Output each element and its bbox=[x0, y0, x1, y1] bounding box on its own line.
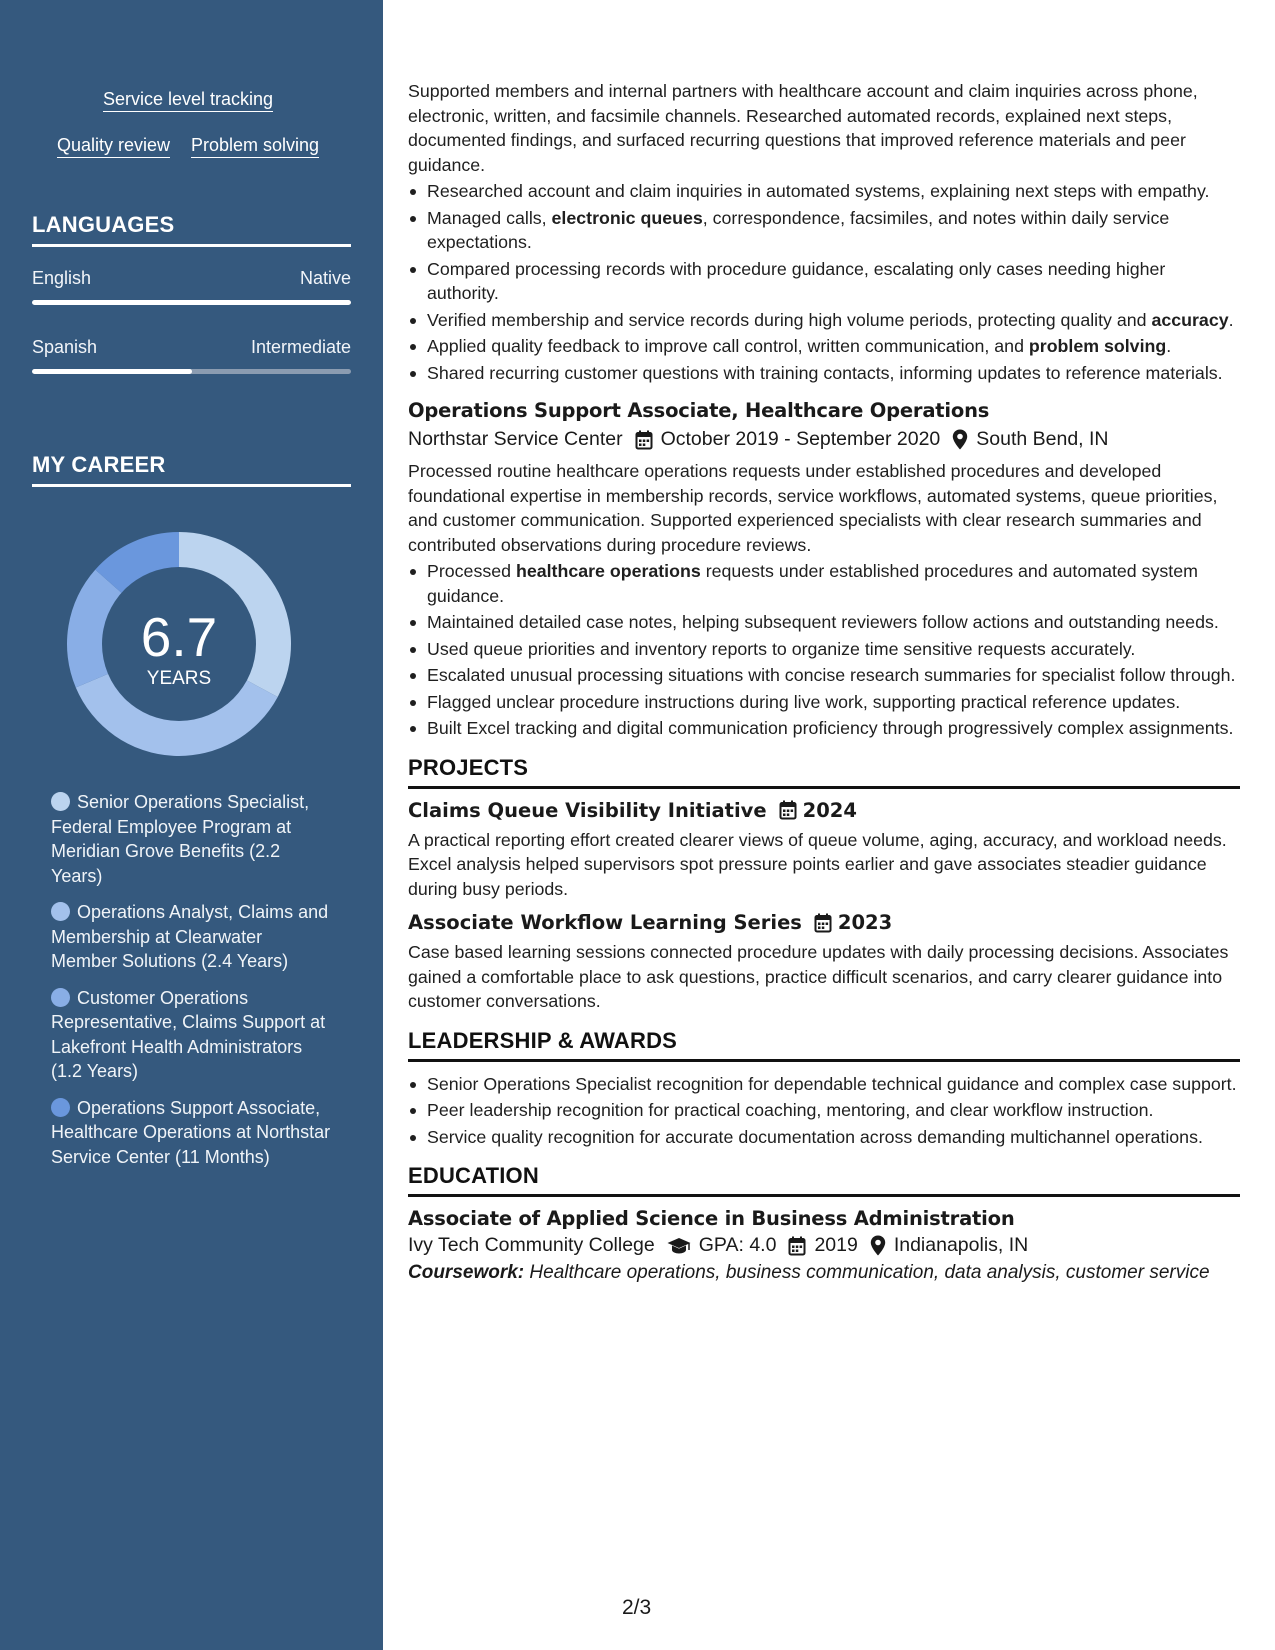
job-bullet: Flagged unclear procedure instructions during live work, supporting practical reference updates. bbox=[408, 690, 1240, 715]
language-name: English bbox=[32, 268, 92, 288]
project-description: Case based learning sessions connected procedure updates with daily processing decisions. Associates gained a comfortable place to ask questions, practice difficult scenarios, and carry clearer guidance into customer conversations. bbox=[408, 942, 1229, 1011]
project-title: Associate Workflow Learning Series bbox=[408, 911, 802, 934]
school-location: Indianapolis, IN bbox=[893, 1234, 1029, 1256]
page-number: 2/3 bbox=[622, 1596, 652, 1619]
career-list bbox=[51, 790, 331, 1181]
career-total-unit: YEARS bbox=[146, 668, 212, 689]
job-bullet: Compared processing records with procedure guidance, escalating only cases needing higher authority. bbox=[408, 257, 1240, 306]
career-heading: MY CAREER bbox=[32, 452, 351, 487]
main-content bbox=[408, 79, 1240, 1286]
calendar-icon bbox=[814, 913, 832, 933]
language-proficiency-fill bbox=[32, 369, 192, 374]
leadership-list bbox=[408, 1072, 1240, 1150]
job-title: Operations Support Associate, Healthcare Operations bbox=[408, 399, 990, 422]
coursework-text: Healthcare operations, business communication, data analysis, customer service bbox=[524, 1262, 1210, 1283]
sidebar bbox=[0, 0, 383, 1650]
job-bullet: Used queue priorities and inventory reports to organize time sensitive requests accurately. bbox=[408, 637, 1240, 662]
career-item-label: Operations Analyst, Claims and Membership at Clearwater Member Solutions (2.4 Years) bbox=[51, 902, 329, 971]
language-proficiency-bar bbox=[32, 369, 351, 374]
career-item bbox=[51, 1096, 331, 1170]
job-summary: Supported members and internal partners with healthcare account and claim inquiries across phone, electronic, written, and facsimile channels. Researched automated records, explained next steps, documented findings, and surfaced recurring questions that improved reference materials and peer guidance. bbox=[408, 81, 1198, 175]
skill-tag: Quality review bbox=[57, 134, 170, 158]
job-meta bbox=[408, 428, 1240, 451]
project-description: A practical reporting effort created clearer views of queue volume, aging, accuracy, and workload needs. Excel analysis helped supervisors spot pressure points earlier and gave associates steadier guidance during busy periods. bbox=[408, 829, 1227, 899]
project-year: 2024 bbox=[802, 798, 857, 822]
graduation-year: 2019 bbox=[814, 1234, 858, 1256]
job-bullet: Processed healthcare operations requests under established procedures and automated system guidance. bbox=[408, 559, 1240, 608]
graduation-cap-icon bbox=[667, 1237, 691, 1255]
career-legend-dot bbox=[51, 792, 70, 811]
language-level: Intermediate bbox=[250, 337, 351, 357]
gpa: GPA: 4.0 bbox=[698, 1234, 777, 1256]
job-bullet: Managed calls, electronic queues, correspondence, facsimiles, and notes within daily service expectations. bbox=[408, 206, 1240, 255]
job-bullets bbox=[408, 179, 1240, 385]
coursework-label: Coursework: bbox=[408, 1262, 525, 1283]
location-pin-icon bbox=[870, 1235, 886, 1256]
job-bullet: Verified membership and service records during high volume periods, protecting quality and accuracy. bbox=[408, 308, 1240, 333]
career-item-label: Senior Operations Specialist, Federal Employee Program at Meridian Grove Benefits (2.2 Years) bbox=[51, 792, 310, 886]
career-item bbox=[51, 790, 331, 888]
job-bullet: Built Excel tracking and digital communication proficiency through progressively complex assignments. bbox=[408, 716, 1240, 741]
project-year: 2023 bbox=[837, 911, 893, 934]
job-company: Northstar Service Center bbox=[408, 428, 623, 450]
skill-tag: Problem solving bbox=[191, 134, 319, 158]
calendar-icon bbox=[788, 1236, 806, 1256]
project-title: Claims Queue Visibility Initiative bbox=[408, 798, 767, 822]
language-row bbox=[32, 337, 351, 358]
career-total-value: 6.7 bbox=[140, 606, 218, 668]
project-title-row bbox=[408, 799, 1240, 822]
language-proficiency-bar bbox=[32, 300, 351, 305]
language-name: Spanish bbox=[32, 337, 98, 357]
languages-heading: LANGUAGES bbox=[32, 212, 351, 247]
leadership-item: Senior Operations Specialist recognition for dependable technical guidance and complex case support. bbox=[408, 1072, 1240, 1097]
career-item-label: Operations Support Associate, Healthcare Operations at Northstar Service Center (11 Months) bbox=[51, 1097, 331, 1167]
language-row bbox=[32, 268, 351, 289]
career-item bbox=[51, 986, 331, 1084]
career-donut-chart bbox=[66, 531, 292, 757]
job-bullet: Escalated unusual processing situations with concise research summaries for specialist follow through. bbox=[408, 663, 1240, 688]
leadership-item: Service quality recognition for accurate documentation across demanding multichannel operations. bbox=[408, 1125, 1240, 1150]
education-meta bbox=[408, 1234, 1240, 1257]
job-location: South Bend, IN bbox=[976, 428, 1109, 450]
skill-tag: Service level tracking bbox=[103, 88, 273, 112]
language-level: Native bbox=[299, 268, 351, 288]
career-item bbox=[51, 900, 331, 974]
job-dates: October 2019 - September 2020 bbox=[660, 428, 941, 450]
job-bullets bbox=[408, 559, 1240, 741]
language-proficiency-fill bbox=[32, 300, 351, 305]
job-bullet: Applied quality feedback to improve call control, written communication, and problem solving. bbox=[408, 334, 1240, 359]
project-title-row bbox=[408, 911, 1240, 934]
coursework bbox=[408, 1261, 1240, 1286]
job-bullet: Maintained detailed case notes, helping subsequent reviewers follow actions and outstanding needs. bbox=[408, 610, 1240, 635]
leadership-item: Peer leadership recognition for practical coaching, mentoring, and clear workflow instruction. bbox=[408, 1098, 1240, 1123]
location-pin-icon bbox=[952, 429, 968, 450]
career-legend-dot bbox=[51, 1098, 70, 1117]
job-bullet: Researched account and claim inquiries in automated systems, explaining next steps with empathy. bbox=[408, 179, 1240, 204]
job-summary: Processed routine healthcare operations requests under established procedures and developed foundational expertise in membership records, service workflows, automated systems, queue priorities, and customer communication. Supported experienced specialists with clear research summaries and contributed observations during procedure reviews. bbox=[408, 461, 1218, 555]
leadership-heading: LEADERSHIP & AWARDS bbox=[408, 1028, 1240, 1062]
calendar-icon bbox=[779, 800, 797, 820]
education-heading: EDUCATION bbox=[408, 1163, 1240, 1197]
career-legend-dot bbox=[51, 902, 70, 921]
career-item-label: Customer Operations Representative, Claims Support at Lakefront Health Administrators (1.2 Years) bbox=[51, 987, 326, 1081]
degree-title: Associate of Applied Science in Business Administration bbox=[408, 1207, 1015, 1230]
calendar-icon bbox=[635, 430, 653, 450]
projects-heading: PROJECTS bbox=[408, 755, 1240, 789]
school-name: Ivy Tech Community College bbox=[408, 1234, 655, 1256]
job-bullet: Shared recurring customer questions with training contacts, informing updates to reference materials. bbox=[408, 361, 1240, 386]
career-legend-dot bbox=[51, 988, 70, 1007]
